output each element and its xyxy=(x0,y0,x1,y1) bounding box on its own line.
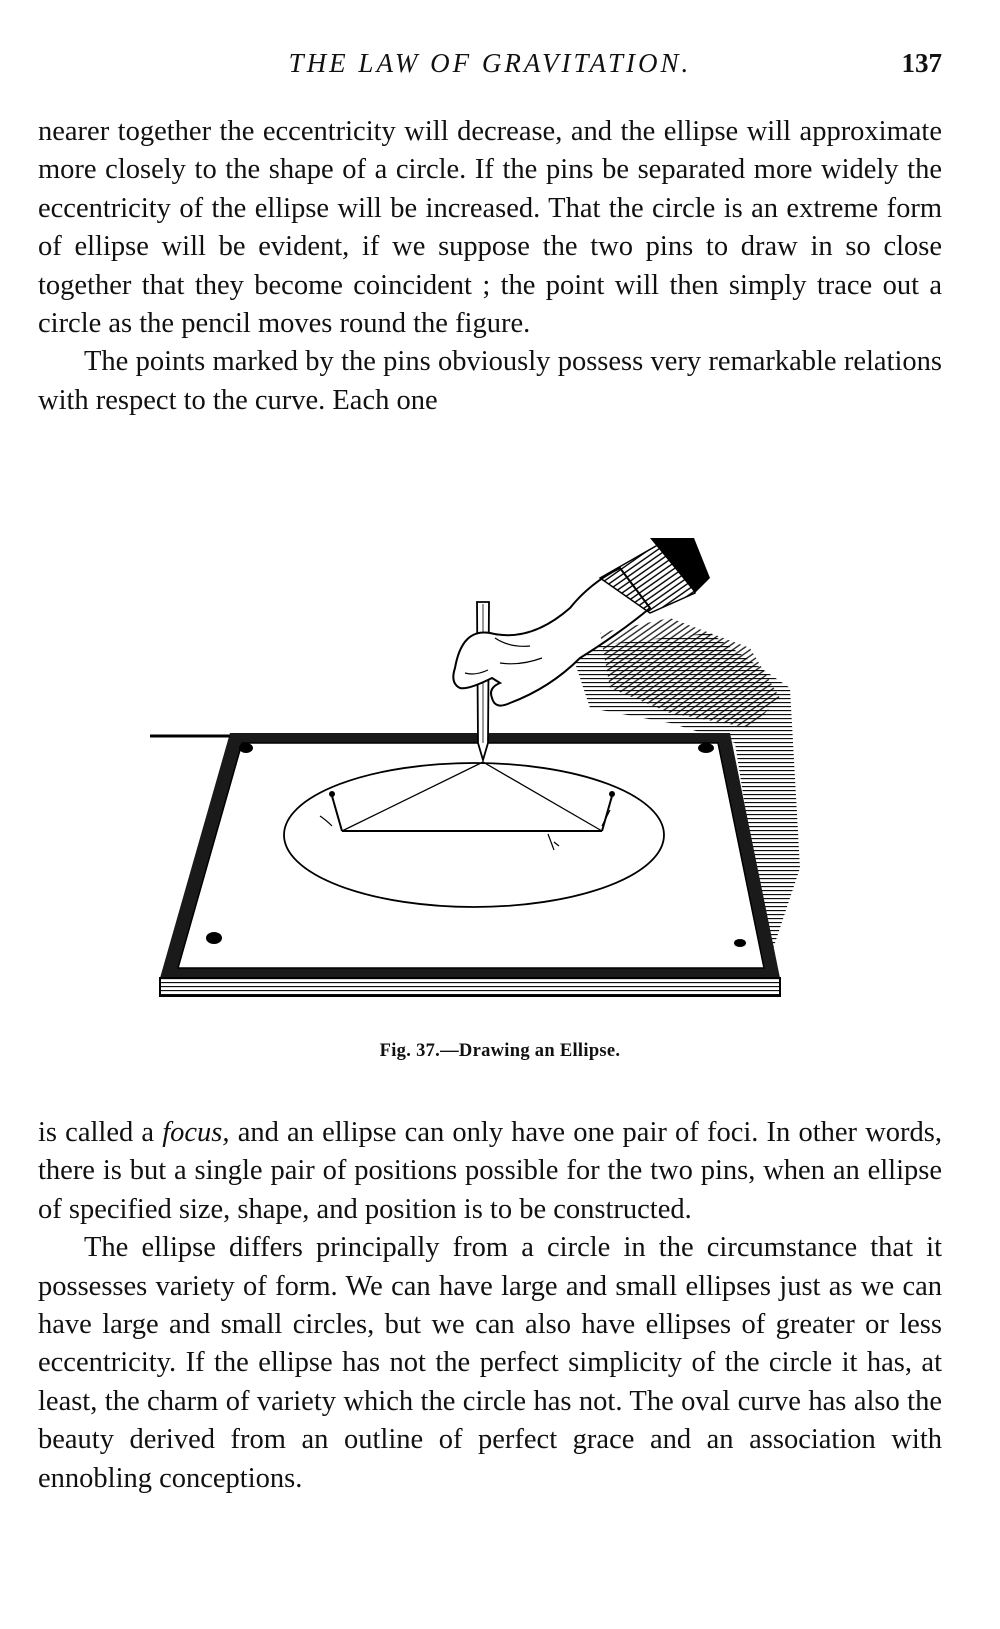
paragraph-foci-intro: The points marked by the pins obviously possess very remarkable relations with respect to the curve. Each one xyxy=(38,346,942,416)
focus-text-after: and an ellipse can only have one pair of foci. In other words, there is but a single pair of positions possible for the two pins, when an ellipse of specified size, shape, and position is to be constructed. xyxy=(38,1117,942,1225)
paragraph-continued: nearer together the eccentricity will decrease, and the ellipse will approximate more closely to the shape of a circle. If the pins be separated more widely the eccentricity of the ellipse will be increased. That the circle is an extreme form of ellipse will be evident, if we suppose the two pins to draw in so close together that they become coincident ; the point will then simply trace out a circle as the pencil moves round the figure. xyxy=(38,116,942,340)
text-block-top xyxy=(38,113,942,420)
corner-pin-bottom-left xyxy=(206,932,222,944)
running-title: THE LAW OF GRAVITATION. xyxy=(288,48,692,78)
focus-term: focus, xyxy=(162,1117,230,1148)
corner-pin-top-right xyxy=(698,743,714,753)
corner-pin-bottom-right xyxy=(734,939,746,947)
corner-pin-top-left xyxy=(239,743,253,753)
focus-text-before: is called a xyxy=(38,1117,163,1148)
figure-drawing-ellipse xyxy=(150,538,840,1023)
page-number: 137 xyxy=(901,48,942,78)
paragraph-ellipse-variety: The ellipse differs principally from a circle in the circumstance that it possesses variety of form. We can have large and small ellipses just as we can have large and small circles, but we can also have ellipses of greater or less eccentricity. If the ellipse has not the perfect simplicity of the circle it has, at least, the charm of variety which the circle has not. The oval curve has also the beauty derived from an outline of perfect grace and an association with ennobling conceptions. xyxy=(38,1232,942,1494)
drawing-board xyxy=(150,733,780,996)
paragraph-focus-definition xyxy=(38,1114,942,1229)
page-header xyxy=(38,48,942,88)
figure-caption: Fig. 37.—Drawing an Ellipse. xyxy=(379,1041,621,1061)
text-block-bottom xyxy=(38,1114,942,1498)
